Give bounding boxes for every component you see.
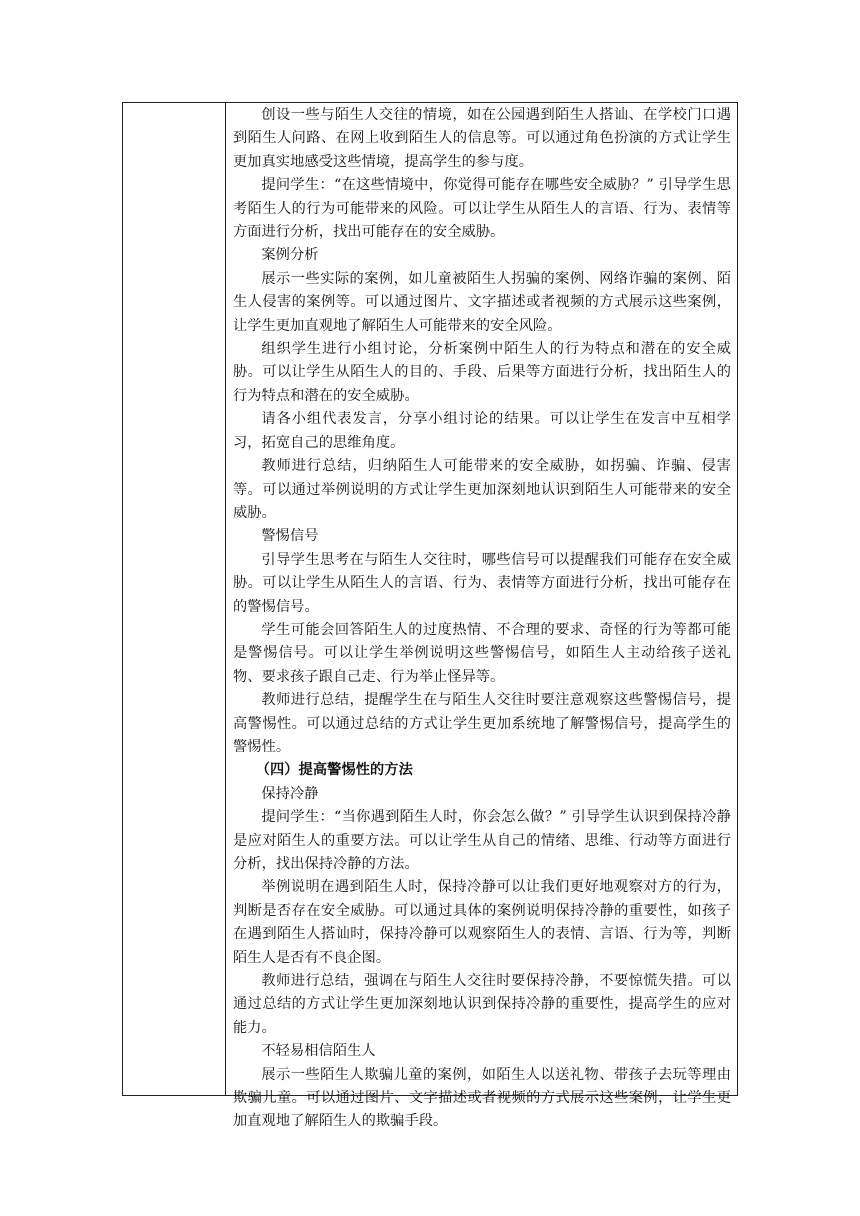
table-content-cell <box>226 103 737 1130</box>
paragraph: 提问学生：“当你遇到陌生人时，你会怎么做？” 引导学生认识到保持冷静是应对陌生人的重要方法。可以让学生从自己的情绪、思维、行动等方面进行分析，找出保持冷静的方法。 <box>233 809 731 872</box>
paragraph: 引导学生思考在与陌生人交往时，哪些信号可以提醒我们可能存在安全威胁。可以让学生从陌生人的言语、行为、表情等方面进行分析，找出可能存在的警惕信号。 <box>233 551 731 615</box>
subheading: 案例分析 <box>261 247 319 264</box>
paragraph: 举例说明在遇到陌生人时，保持冷静可以让我们更好地观察对方的行为，判断是否存在安全威胁。可以通过具体的案例说明保持冷静的重要性，如孩子在遇到陌生人搭讪时，保持冷静可以观察陌生人的表情、言语、行为等，判断陌生人是否有不良企图。 <box>233 879 731 966</box>
paragraph: 请各小组代表发言，分享小组讨论的结果。可以让学生在发言中互相学习，拓宽自己的思维角度。 <box>233 411 731 451</box>
paragraph: 学生可能会回答陌生人的过度热情、不合理的要求、奇怪的行为等都可能是警惕信号。可以让学生举例说明这些警惕信号，如陌生人主动给孩子送礼物、要求孩子跟自己走、行为举止怪异等。 <box>233 621 731 685</box>
paragraph: 展示一些实际的案例，如儿童被陌生人拐骗的案例、网络诈骗的案例、陌生人侵害的案例等。可以通过图片、文字描述或者视频的方式展示这些案例，让学生更加直观地了解陌生人可能带来的安全风险。 <box>233 270 731 334</box>
subheading: 保持冷静 <box>261 785 319 802</box>
table-label-cell <box>123 103 226 1095</box>
paragraph: 教师进行总结，强调在与陌生人交往时要保持冷静，不要惊慌失措。可以通过总结的方式让学生更加深刻地认识到保持冷静的重要性，提高学生的应对能力。 <box>233 973 731 1036</box>
paragraph: 组织学生进行小组讨论，分析案例中陌生人的行为特点和潜在的安全威胁。可以让学生从陌生人的目的、手段、后果等方面进行分析，找出陌生人的行为特点和潜在的安全威胁。 <box>233 341 731 404</box>
section-heading: （四）提高警惕性的方法 <box>255 762 413 779</box>
paragraph: 提问学生：“在这些情境中，你觉得可能存在哪些安全威胁？” 引导学生思考陌生人的行为可能带来的风险。可以让学生从陌生人的言语、行为、表情等方面进行分析，找出可能存在的安全威胁。 <box>233 177 731 241</box>
paragraph: 教师进行总结，提醒学生在与陌生人交往时要注意观察这些警惕信号，提高警惕性。可以通过总结的方式让学生更加系统地了解警惕信号，提高学生的警惕性。 <box>233 692 731 755</box>
subheading: 警惕信号 <box>261 528 319 545</box>
lesson-table <box>122 102 738 1130</box>
paragraph: 展示一些陌生人欺骗儿童的案例，如陌生人以送礼物、带孩子去玩等理由欺骗儿童。可以通过图片、文字描述或者视频的方式展示这些案例，让学生更加直观地了解陌生人的欺骗手段。 <box>233 1066 731 1130</box>
subheading: 不轻易相信陌生人 <box>261 1043 376 1060</box>
paragraph: 教师进行总结，归纳陌生人可能带来的安全威胁，如拐骗、诈骗、侵害等。可以通过举例说明的方式让学生更加深刻地认识到陌生人可能带来的安全威胁。 <box>233 458 731 521</box>
paragraph: 创设一些与陌生人交往的情境，如在公园遇到陌生人搭讪、在学校门口遇到陌生人问路、在网上收到陌生人的信息等。可以通过角色扮演的方式让学生更加真实地感受这些情境，提高学生的参与度。 <box>233 107 731 170</box>
